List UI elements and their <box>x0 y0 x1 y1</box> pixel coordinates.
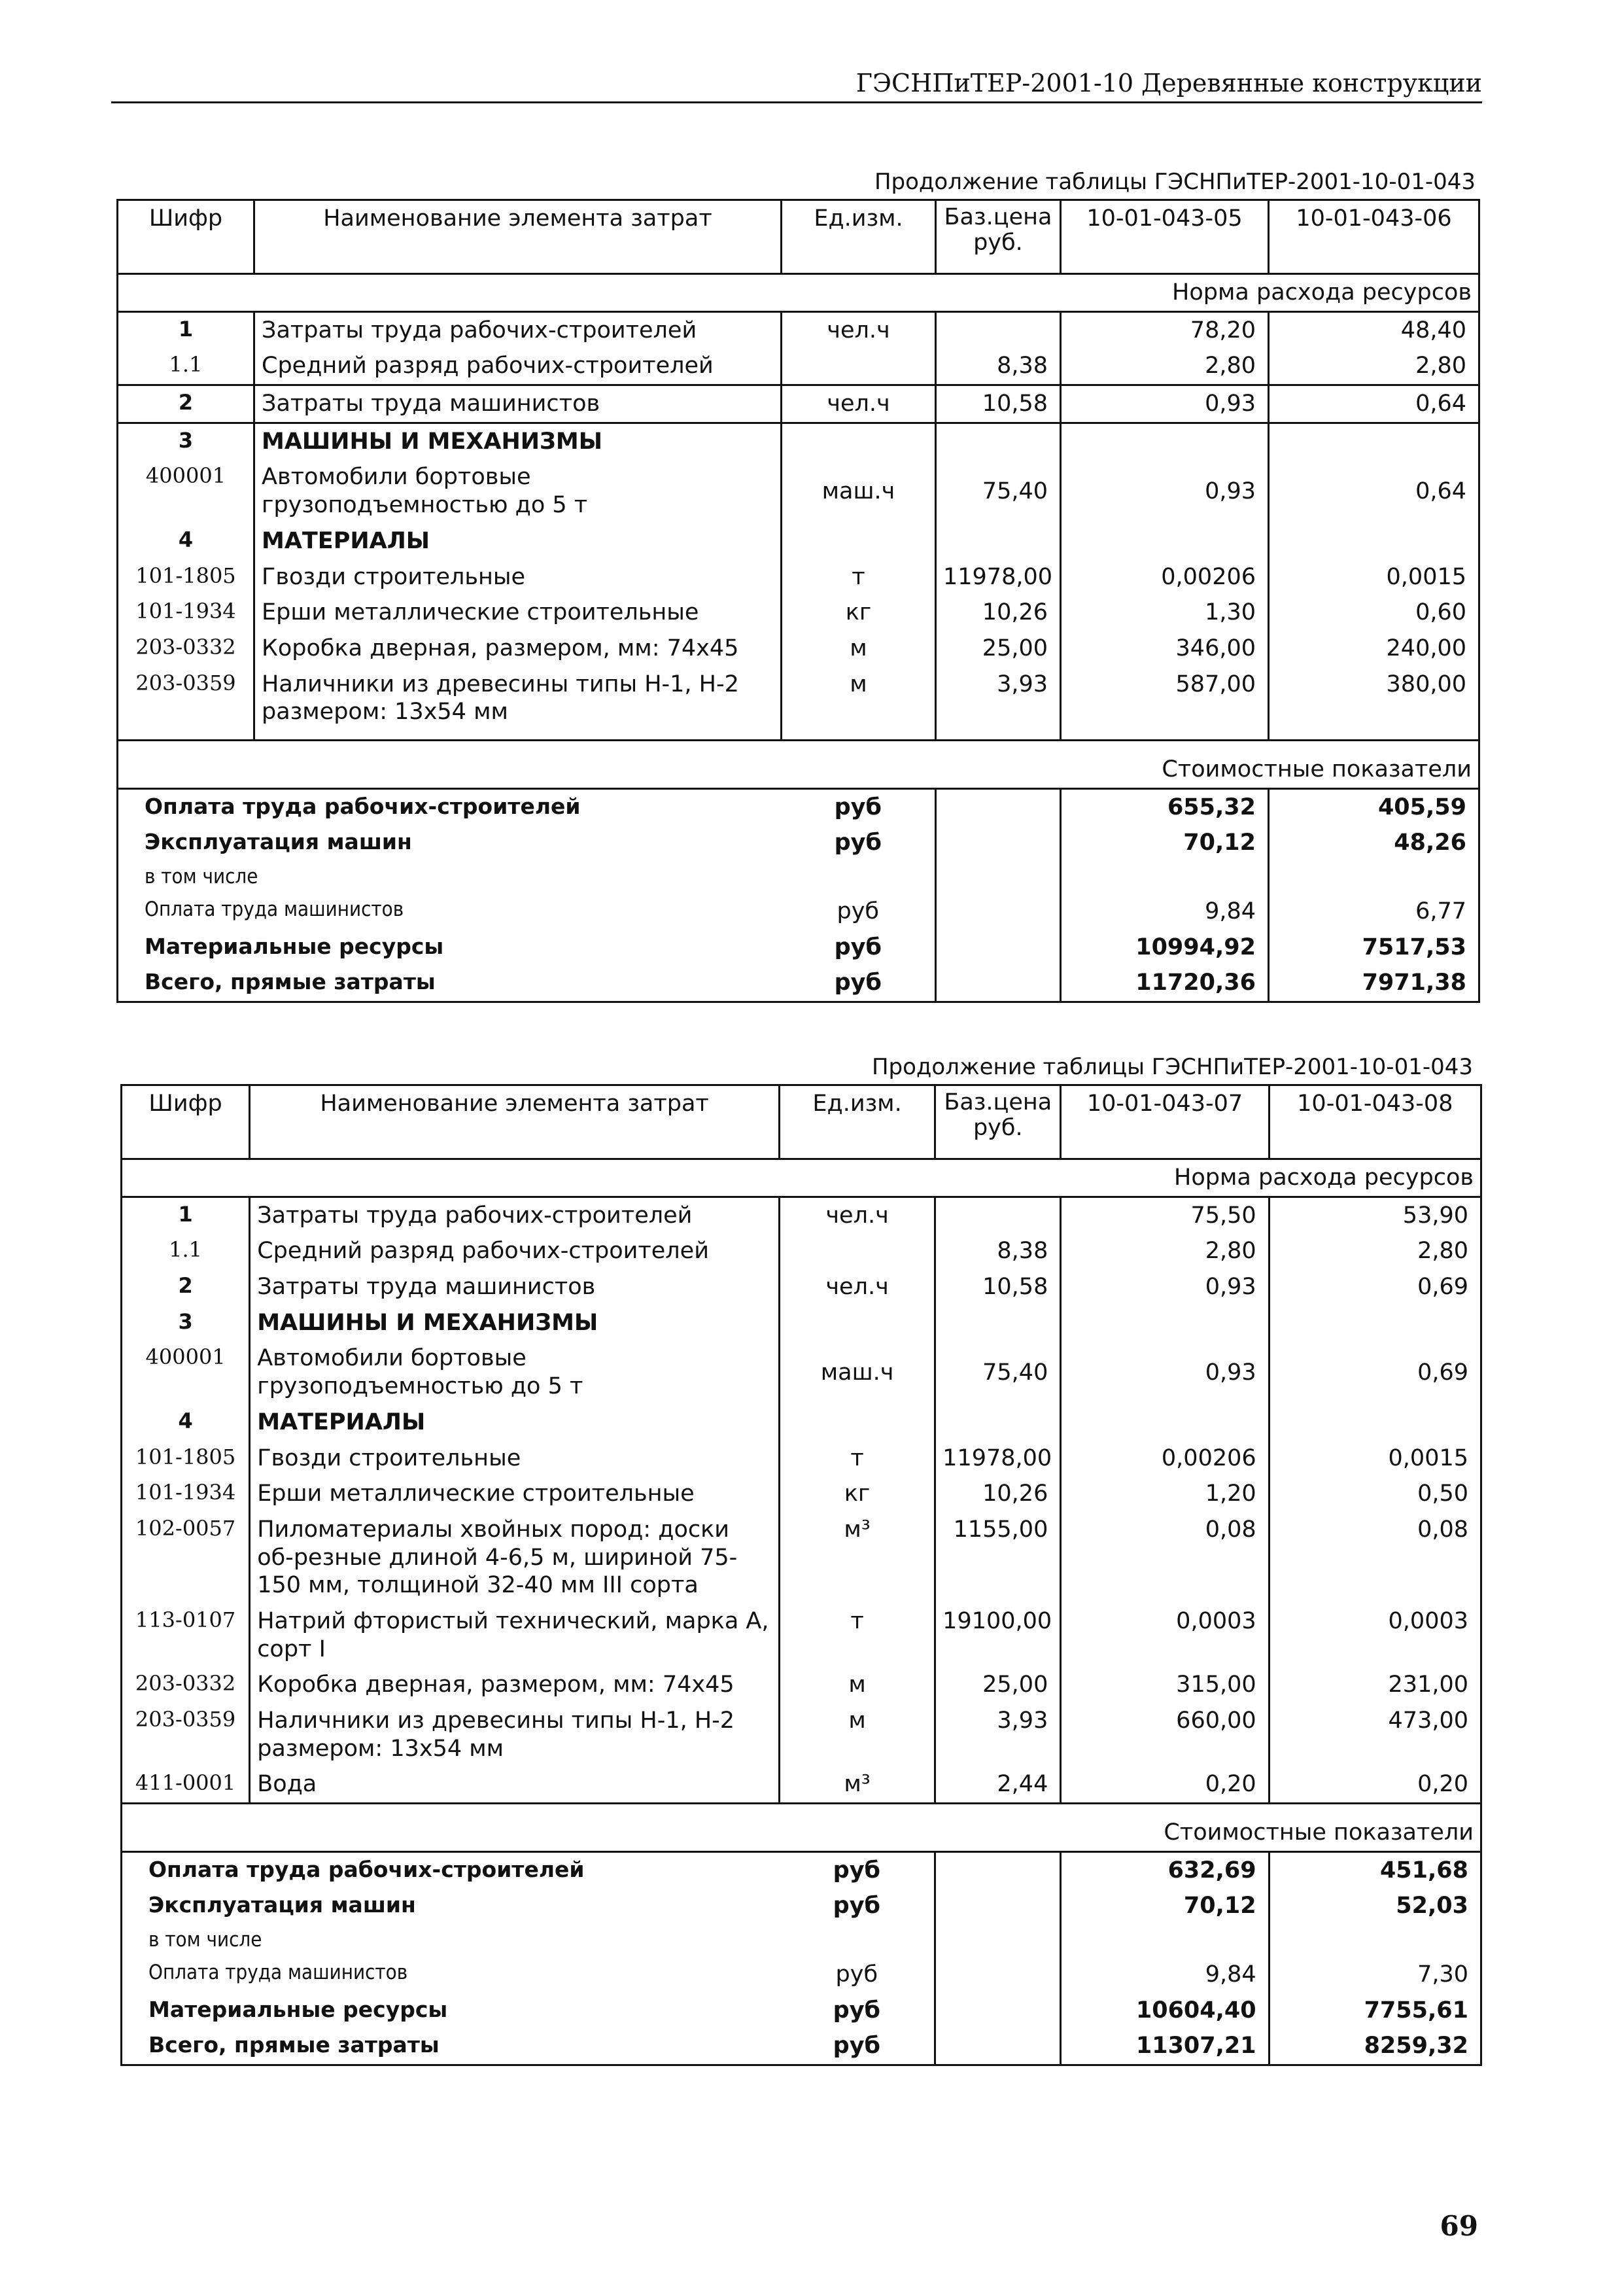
row-price: 75,40 <box>936 459 1061 523</box>
row-value-b: 0,20 <box>1269 1766 1481 1803</box>
total-value-b: 405,59 <box>1269 788 1479 825</box>
total-value-a: 10604,40 <box>1061 1993 1269 2029</box>
row-unit: чел.ч <box>782 311 936 348</box>
row-value-a: 2,80 <box>1061 1233 1269 1269</box>
row-value-b: 473,00 <box>1269 1703 1481 1766</box>
col-header-variant-a: 10-01-043-05 <box>1061 200 1269 274</box>
total-label: Всего, прямые затраты <box>118 965 782 1002</box>
row-unit: м³ <box>779 1766 935 1803</box>
total-row <box>118 930 1479 966</box>
row-name: Коробка дверная, размером, мм: 74х45 <box>254 631 782 667</box>
row-unit: т <box>779 1603 935 1667</box>
norm-section-label: Норма расхода ресурсов <box>122 1159 1481 1197</box>
table-row <box>122 1766 1481 1803</box>
table-row <box>118 385 1479 423</box>
row-value-a: 0,0003 <box>1061 1603 1269 1667</box>
total-value-a: 9,84 <box>1061 894 1269 930</box>
total-label: Всего, прямые затраты <box>122 2028 780 2065</box>
total-unit <box>779 1924 935 1957</box>
row-code: 113-0107 <box>122 1603 250 1667</box>
section-label-row <box>118 740 1479 788</box>
total-row <box>122 1851 1481 1888</box>
row-code: 1.1 <box>122 1233 250 1269</box>
page-number: 69 <box>1440 2210 1478 2242</box>
total-label: Материальные ресурсы <box>118 930 782 966</box>
row-name: Автомобили бортовые грузоподъемностью до 5 т <box>250 1340 780 1404</box>
table-row <box>122 1197 1481 1233</box>
row-name: Наличники из древесины типы Н-1, Н-2 размером: 13х54 мм <box>250 1703 780 1766</box>
total-unit: руб <box>779 1993 935 2029</box>
total-value-a: 10994,92 <box>1061 930 1269 966</box>
col-header-variant-b: 10-01-043-08 <box>1269 1085 1481 1159</box>
row-name: Затраты труда машинистов <box>254 385 782 423</box>
row-price: 1155,00 <box>935 1512 1061 1603</box>
row-price: 8,38 <box>935 1233 1061 1269</box>
row-name: Натрий фтористый технический, марка А, сорт I <box>250 1603 780 1667</box>
row-unit: чел.ч <box>782 385 936 423</box>
total-row <box>118 861 1479 894</box>
total-unit: руб <box>782 965 936 1002</box>
total-row <box>122 1993 1481 2029</box>
row-value-a: 75,50 <box>1061 1197 1269 1233</box>
total-row <box>122 1888 1481 1924</box>
row-price: 3,93 <box>935 1703 1061 1766</box>
row-unit: м <box>779 1703 935 1766</box>
total-value-a: 9,84 <box>1061 1957 1269 1993</box>
row-value-a: 315,00 <box>1061 1667 1269 1703</box>
row-code: 400001 <box>118 459 254 523</box>
total-value-a <box>1061 861 1269 894</box>
cost-section-label: Стоимостные показатели <box>122 1804 1481 1852</box>
total-label: Оплата труда рабочих-строителей <box>118 788 782 825</box>
row-value-a: 346,00 <box>1061 631 1269 667</box>
total-row <box>118 965 1479 1002</box>
row-code: 2 <box>122 1269 250 1305</box>
table-row <box>122 1703 1481 1766</box>
row-name: Гвозди строительные <box>254 559 782 595</box>
total-value-b: 7755,61 <box>1269 1993 1481 2029</box>
col-header-base-price: Баз.цена руб. <box>935 1085 1061 1159</box>
row-price: 8,38 <box>936 348 1061 385</box>
row-unit: маш.ч <box>782 459 936 523</box>
row-name: Затраты труда рабочих-строителей <box>254 311 782 348</box>
row-code: 4 <box>118 523 254 559</box>
table-row <box>122 1441 1481 1477</box>
total-row <box>118 894 1479 930</box>
col-header-unit: Ед.изм. <box>782 200 936 274</box>
row-value-a: 2,80 <box>1061 348 1269 385</box>
row-value-b: 53,90 <box>1269 1197 1481 1233</box>
table-row <box>122 1603 1481 1667</box>
row-value-b: 0,60 <box>1269 595 1479 631</box>
col-header-variant-a: 10-01-043-07 <box>1061 1085 1269 1159</box>
row-price: 25,00 <box>936 631 1061 667</box>
row-value-b: 240,00 <box>1269 631 1479 667</box>
row-value-a: 0,93 <box>1061 1340 1269 1404</box>
row-value-a: 660,00 <box>1061 1703 1269 1766</box>
row-unit <box>779 1233 935 1269</box>
total-value-a: 655,32 <box>1061 788 1269 825</box>
table-caption: Продолжение таблицы ГЭСНПиТЕР-2001-10-01-043 <box>871 1054 1473 1080</box>
col-header-unit: Ед.изм. <box>779 1085 935 1159</box>
total-unit <box>782 861 936 894</box>
row-code: 1 <box>122 1197 250 1233</box>
row-unit: т <box>779 1441 935 1477</box>
col-header-name: Наименование элемента затрат <box>250 1085 780 1159</box>
total-value-a: 70,12 <box>1061 1888 1269 1924</box>
total-value-a: 11307,21 <box>1061 2028 1269 2065</box>
row-name: Средний разряд рабочих-строителей <box>254 348 782 385</box>
total-label: в том числе <box>122 1924 780 1957</box>
running-header: ГЭСНПиТЕР-2001-10 Деревянные конструкции <box>111 69 1482 103</box>
table-row <box>122 1476 1481 1512</box>
col-header-code: Шифр <box>118 200 254 274</box>
table-row <box>118 523 1479 559</box>
row-value-a: 1,30 <box>1061 595 1269 631</box>
table-row <box>122 1233 1481 1269</box>
row-value-b: 0,64 <box>1269 459 1479 523</box>
table-row <box>118 559 1479 595</box>
col-header-variant-b: 10-01-043-06 <box>1269 200 1479 274</box>
row-name: Средний разряд рабочих-строителей <box>250 1233 780 1269</box>
row-price: 2,44 <box>935 1766 1061 1803</box>
row-value-a: 0,93 <box>1061 459 1269 523</box>
row-value-b: 0,08 <box>1269 1512 1481 1603</box>
total-unit: руб <box>782 930 936 966</box>
row-value-a: 78,20 <box>1061 311 1269 348</box>
row-code: 203-0359 <box>122 1703 250 1766</box>
row-price <box>936 311 1061 348</box>
row-price: 10,58 <box>935 1269 1061 1305</box>
row-value-a: 0,20 <box>1061 1766 1269 1803</box>
total-row <box>122 1924 1481 1957</box>
total-value-b: 7517,53 <box>1269 930 1479 966</box>
section-heading: МАТЕРИАЛЫ <box>254 523 782 559</box>
row-name: Ерши металлические строительные <box>250 1476 780 1512</box>
total-unit: руб <box>779 1851 935 1888</box>
total-unit: руб <box>782 894 936 930</box>
row-unit: м³ <box>779 1512 935 1603</box>
row-code: 101-1934 <box>118 595 254 631</box>
total-label: Материальные ресурсы <box>122 1993 780 2029</box>
section-heading: МАШИНЫ И МЕХАНИЗМЫ <box>254 423 782 459</box>
total-value-a: 70,12 <box>1061 825 1269 861</box>
row-value-a: 0,08 <box>1061 1512 1269 1603</box>
total-value-b: 6,77 <box>1269 894 1479 930</box>
total-unit: руб <box>782 788 936 825</box>
table-row <box>118 311 1479 348</box>
row-value-b: 0,0003 <box>1269 1603 1481 1667</box>
row-code: 400001 <box>122 1340 250 1404</box>
total-row <box>122 2028 1481 2065</box>
row-value-b: 2,80 <box>1269 1233 1481 1269</box>
total-value-b: 8259,32 <box>1269 2028 1481 2065</box>
table-header-row <box>118 200 1479 274</box>
table-caption: Продолжение таблицы ГЭСНПиТЕР-2001-10-01-043 <box>874 169 1476 195</box>
total-label: Эксплуатация машин <box>122 1888 780 1924</box>
row-value-b: 0,50 <box>1269 1476 1481 1512</box>
row-value-a: 0,00206 <box>1061 1441 1269 1477</box>
table-row <box>122 1340 1481 1404</box>
row-price: 19100,00 <box>935 1603 1061 1667</box>
row-code: 3 <box>118 423 254 459</box>
total-row <box>122 1957 1481 1993</box>
row-unit: чел.ч <box>779 1197 935 1233</box>
row-price: 3,93 <box>936 667 1061 730</box>
resource-table-2 <box>120 1084 1482 2066</box>
table-row <box>118 667 1479 730</box>
row-value-a: 1,20 <box>1061 1476 1269 1512</box>
total-unit: руб <box>779 1888 935 1924</box>
resource-table-1 <box>116 199 1480 1003</box>
row-name: Вода <box>250 1766 780 1803</box>
row-code: 3 <box>122 1305 250 1341</box>
total-unit: руб <box>779 2028 935 2065</box>
row-code: 101-1934 <box>122 1476 250 1512</box>
total-value-b: 7,30 <box>1269 1957 1481 1993</box>
col-header-name: Наименование элемента затрат <box>254 200 782 274</box>
cost-section-label: Стоимостные показатели <box>118 740 1479 788</box>
table-row <box>122 1269 1481 1305</box>
row-price: 25,00 <box>935 1667 1061 1703</box>
table-row <box>122 1305 1481 1341</box>
row-code: 203-0332 <box>118 631 254 667</box>
total-value-a <box>1061 1924 1269 1957</box>
total-unit: руб <box>779 1957 935 1993</box>
table-row <box>118 595 1479 631</box>
row-value-b: 0,0015 <box>1269 1441 1481 1477</box>
row-name: Автомобили бортовые грузоподъемностью до 5 т <box>254 459 782 523</box>
row-value-a: 587,00 <box>1061 667 1269 730</box>
row-price: 10,58 <box>936 385 1061 423</box>
total-value-b: 52,03 <box>1269 1888 1481 1924</box>
row-name: Ерши металлические строительные <box>254 595 782 631</box>
section-heading: МАШИНЫ И МЕХАНИЗМЫ <box>250 1305 780 1341</box>
total-label: в том числе <box>118 861 782 894</box>
row-value-a: 0,93 <box>1061 1269 1269 1305</box>
row-name: Наличники из древесины типы Н-1, Н-2 размером: 13х54 мм <box>254 667 782 730</box>
row-unit: чел.ч <box>779 1269 935 1305</box>
row-unit: кг <box>782 595 936 631</box>
row-value-a: 0,93 <box>1061 385 1269 423</box>
row-unit: м <box>779 1667 935 1703</box>
row-value-b: 380,00 <box>1269 667 1479 730</box>
table-row <box>118 348 1479 385</box>
total-label: Оплата труда рабочих-строителей <box>122 1851 780 1888</box>
row-name: Пиломатериалы хвойных пород: доски об-резные длиной 4-6,5 м, шириной 75-150 мм, толщиной 32-40 мм III сорта <box>250 1512 780 1603</box>
row-price: 10,26 <box>936 595 1061 631</box>
row-price: 11978,00 <box>935 1441 1061 1477</box>
total-row <box>118 825 1479 861</box>
row-code: 102-0057 <box>122 1512 250 1603</box>
row-code: 2 <box>118 385 254 423</box>
row-value-b: 0,69 <box>1269 1340 1481 1404</box>
total-label: Оплата труда машинистов <box>122 1957 780 1993</box>
row-name: Затраты труда рабочих-строителей <box>250 1197 780 1233</box>
row-name: Коробка дверная, размером, мм: 74х45 <box>250 1667 780 1703</box>
row-unit: т <box>782 559 936 595</box>
section-label-row <box>118 274 1479 312</box>
row-value-a: 0,00206 <box>1061 559 1269 595</box>
total-value-a: 632,69 <box>1061 1851 1269 1888</box>
table-row <box>118 459 1479 523</box>
col-header-base-price: Баз.цена руб. <box>936 200 1061 274</box>
table-row <box>118 631 1479 667</box>
row-price: 75,40 <box>935 1340 1061 1404</box>
section-label-row <box>122 1159 1481 1197</box>
row-value-b: 0,64 <box>1269 385 1479 423</box>
section-heading: МАТЕРИАЛЫ <box>250 1405 780 1441</box>
row-price: 11978,00 <box>936 559 1061 595</box>
table-header-row <box>122 1085 1481 1159</box>
row-price <box>935 1197 1061 1233</box>
row-name: Гвозди строительные <box>250 1441 780 1477</box>
section-label-row <box>122 1804 1481 1852</box>
total-value-b: 48,26 <box>1269 825 1479 861</box>
row-unit: кг <box>779 1476 935 1512</box>
row-value-b: 0,69 <box>1269 1269 1481 1305</box>
total-row <box>118 788 1479 825</box>
row-code: 101-1805 <box>122 1441 250 1477</box>
row-price: 10,26 <box>935 1476 1061 1512</box>
table-row <box>118 423 1479 459</box>
row-value-b: 2,80 <box>1269 348 1479 385</box>
row-code: 203-0359 <box>118 667 254 730</box>
row-code: 1.1 <box>118 348 254 385</box>
row-value-b: 231,00 <box>1269 1667 1481 1703</box>
row-value-b: 0,0015 <box>1269 559 1479 595</box>
total-label: Оплата труда машинистов <box>118 894 782 930</box>
row-value-b: 48,40 <box>1269 311 1479 348</box>
row-unit <box>782 348 936 385</box>
col-header-code: Шифр <box>122 1085 250 1159</box>
total-value-b: 7971,38 <box>1269 965 1479 1002</box>
row-unit: м <box>782 631 936 667</box>
table-row <box>122 1405 1481 1441</box>
total-unit: руб <box>782 825 936 861</box>
row-unit: маш.ч <box>779 1340 935 1404</box>
total-value-b <box>1269 1924 1481 1957</box>
total-label: Эксплуатация машин <box>118 825 782 861</box>
row-code: 4 <box>122 1405 250 1441</box>
norm-section-label: Норма расхода ресурсов <box>118 274 1479 312</box>
total-value-b: 451,68 <box>1269 1851 1481 1888</box>
row-code: 411-0001 <box>122 1766 250 1803</box>
row-code: 101-1805 <box>118 559 254 595</box>
table-row <box>122 1512 1481 1603</box>
row-code: 1 <box>118 311 254 348</box>
table-row <box>122 1667 1481 1703</box>
row-name: Затраты труда машинистов <box>250 1269 780 1305</box>
total-value-b <box>1269 861 1479 894</box>
row-code: 203-0332 <box>122 1667 250 1703</box>
row-unit: м <box>782 667 936 730</box>
total-value-a: 11720,36 <box>1061 965 1269 1002</box>
